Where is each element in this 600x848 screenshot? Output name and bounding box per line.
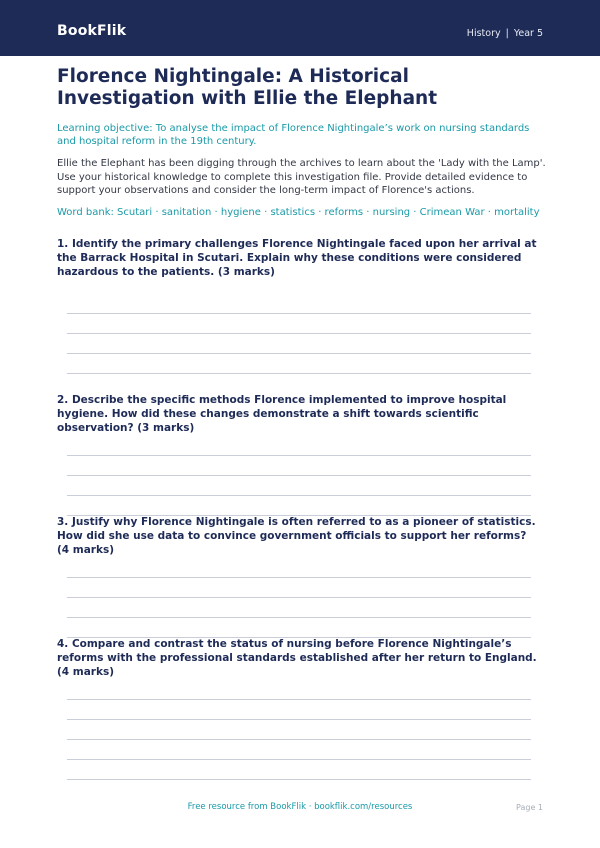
answer-line[interactable] — [67, 719, 531, 720]
header-bar — [0, 0, 600, 56]
answer-line[interactable] — [67, 699, 531, 700]
answer-line[interactable] — [67, 353, 531, 354]
question-4: 4. Compare and contrast the status of nursing before Florence Nightingale’s reforms with the professional standards established after her return to England. (4 marks) — [57, 638, 537, 678]
page-title: Florence Nightingale: A Historical Investigation with Ellie the Elephant — [57, 66, 438, 109]
answer-line[interactable] — [67, 313, 531, 314]
answer-line[interactable] — [67, 373, 531, 374]
answer-line[interactable] — [67, 739, 531, 740]
learning-objective: Learning objective: To analyse the impact of Florence Nightingale’s work on nursing standards and hospital reform in the 19th century. — [57, 123, 530, 147]
answer-line[interactable] — [67, 759, 531, 760]
answer-line[interactable] — [67, 495, 531, 496]
year-label: Year 5 — [513, 28, 543, 39]
word-bank: Word bank: Scutari · sanitation · hygiene · statistics · reforms · nursing · Crimean War · mortality — [57, 207, 540, 218]
answer-line[interactable] — [67, 779, 531, 780]
answer-line[interactable] — [67, 333, 531, 334]
answer-line[interactable] — [67, 597, 531, 598]
subject-label: History — [466, 28, 501, 39]
intro-paragraph: Ellie the Elephant has been digging through the archives to learn about the 'Lady with the Lamp'. Use your historical knowledge to complete this investigation file. Provide detailed evidence to support your observations and consider the long-term impact of Florence's actions. — [57, 158, 546, 196]
question-1: 1. Identify the primary challenges Florence Nightingale faced upon her arrival at the Barrack Hospital in Scutari. Explain why these conditions were considered hazardous to the patients. (3 marks) — [57, 238, 537, 278]
question-3: 3. Justify why Florence Nightingale is often referred to as a pioneer of statistics. How did she use data to convince government officials to support her reforms? (4 marks) — [57, 516, 536, 556]
answer-line[interactable] — [67, 455, 531, 456]
brand-logo: BookFlik — [57, 23, 127, 39]
page-number: Page 1 — [516, 803, 543, 812]
header-meta — [467, 28, 543, 39]
answer-line[interactable] — [67, 617, 531, 618]
answer-line[interactable] — [67, 577, 531, 578]
footer-link[interactable]: Free resource from BookFlik · bookflik.com/resources — [187, 802, 413, 812]
answer-line[interactable] — [67, 475, 531, 476]
question-2: 2. Describe the specific methods Florence implemented to improve hospital hygiene. How did these changes demonstrate a shift towards scientific observation? (3 marks) — [57, 394, 507, 434]
header-separator: | — [505, 28, 509, 39]
